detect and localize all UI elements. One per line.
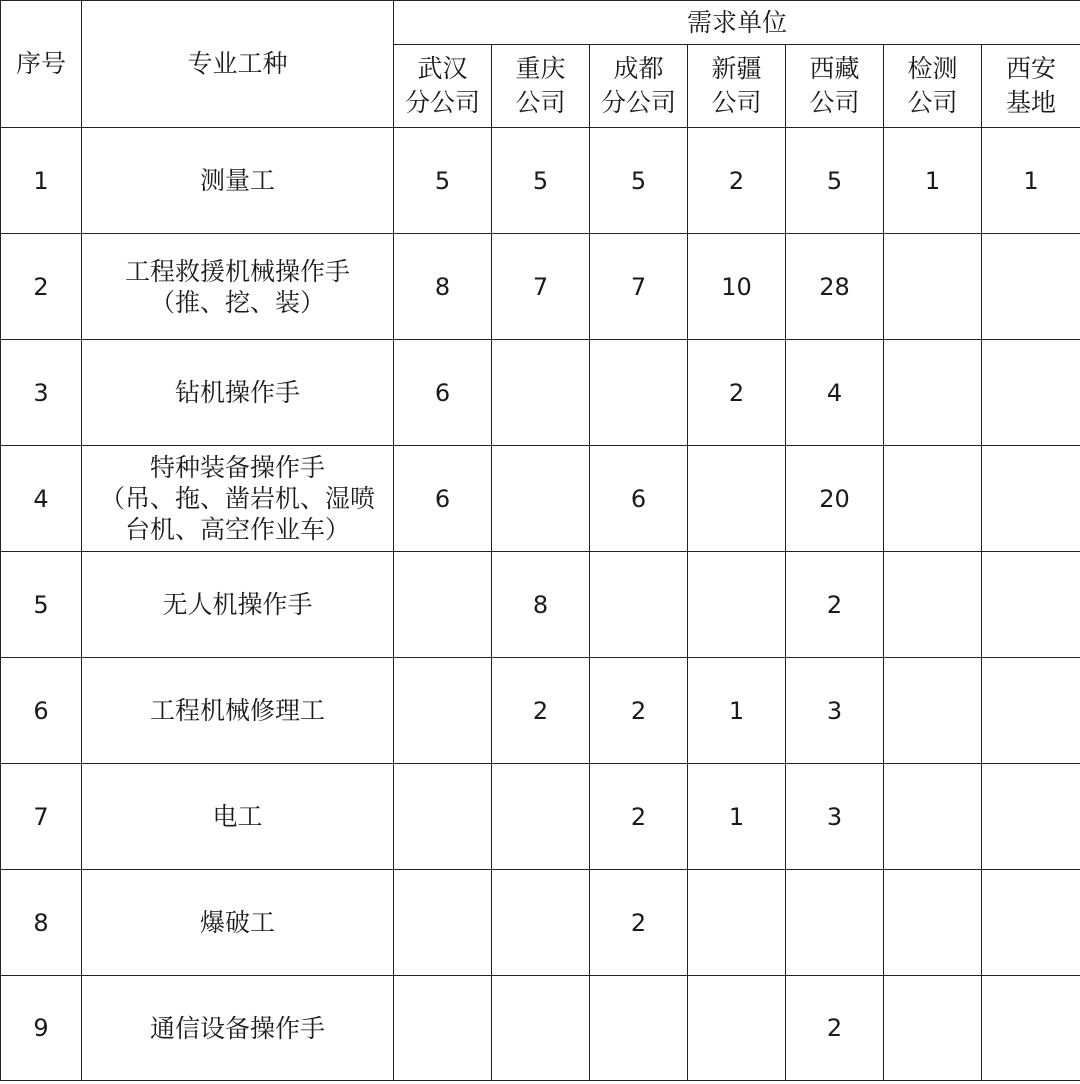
row-value-chongqing: 8: [492, 552, 590, 658]
row-value-xizang: [786, 870, 884, 976]
row-value-chengdu: 2: [590, 870, 688, 976]
row-value-xian: [982, 764, 1080, 870]
table-header: [1, 1, 1080, 128]
row-value-chengdu: 6: [590, 446, 688, 552]
row-value-xinjiang: [688, 976, 786, 1081]
header-unit-xizang: 西藏 公司: [786, 45, 884, 128]
row-value-xinjiang: 1: [688, 658, 786, 764]
row-value-chongqing: [492, 764, 590, 870]
row-value-xinjiang: 10: [688, 234, 786, 340]
row-value-chongqing: [492, 976, 590, 1081]
row-trade-name: 无人机操作手: [82, 552, 394, 658]
header-demand-units: 需求单位: [394, 1, 1080, 45]
row-value-xinjiang: [688, 446, 786, 552]
header-unit-chengdu: 成都 分公司: [590, 45, 688, 128]
row-value-chengdu: [590, 340, 688, 446]
row-value-xian: [982, 446, 1080, 552]
row-value-xizang: 20: [786, 446, 884, 552]
header-unit-xian: 西安 基地: [982, 45, 1080, 128]
row-value-xizang: 3: [786, 658, 884, 764]
row-value-xian: 1: [982, 128, 1080, 234]
header-row-top: [1, 1, 1080, 45]
row-seq: 8: [1, 870, 82, 976]
row-seq: 3: [1, 340, 82, 446]
row-seq: 1: [1, 128, 82, 234]
table-row: [1, 764, 1080, 870]
row-value-wuhan: [394, 552, 492, 658]
row-value-jiance: [884, 658, 982, 764]
row-value-xian: [982, 340, 1080, 446]
row-value-chongqing: [492, 340, 590, 446]
row-value-xian: [982, 870, 1080, 976]
row-seq: 4: [1, 446, 82, 552]
row-trade-name: 测量工: [82, 128, 394, 234]
row-value-jiance: [884, 552, 982, 658]
row-value-xizang: 4: [786, 340, 884, 446]
table-row: [1, 340, 1080, 446]
row-trade-name: 爆破工: [82, 870, 394, 976]
row-value-xizang: 28: [786, 234, 884, 340]
row-value-xizang: 3: [786, 764, 884, 870]
row-value-chengdu: 5: [590, 128, 688, 234]
header-unit-chongqing: 重庆 公司: [492, 45, 590, 128]
row-value-chengdu: 2: [590, 764, 688, 870]
row-value-xinjiang: [688, 870, 786, 976]
row-value-xian: [982, 234, 1080, 340]
row-value-xizang: 2: [786, 976, 884, 1081]
row-value-jiance: [884, 340, 982, 446]
row-seq: 5: [1, 552, 82, 658]
row-value-chongqing: 5: [492, 128, 590, 234]
row-value-chengdu: 7: [590, 234, 688, 340]
row-trade-name: 特种装备操作手 （吊、拖、凿岩机、湿喷 台机、高空作业车）: [82, 446, 394, 552]
row-trade-name: 电工: [82, 764, 394, 870]
table-row: [1, 234, 1080, 340]
table-row: [1, 658, 1080, 764]
row-value-wuhan: 6: [394, 446, 492, 552]
row-value-jiance: [884, 234, 982, 340]
table-row: [1, 976, 1080, 1081]
row-value-jiance: [884, 976, 982, 1081]
row-seq: 7: [1, 764, 82, 870]
table-row: [1, 552, 1080, 658]
header-trade: 专业工种: [82, 1, 394, 128]
row-value-xian: [982, 658, 1080, 764]
row-value-xian: [982, 976, 1080, 1081]
row-value-jiance: [884, 870, 982, 976]
row-value-wuhan: 8: [394, 234, 492, 340]
row-value-chongqing: [492, 870, 590, 976]
row-trade-name: 工程救援机械操作手 （推、挖、装）: [82, 234, 394, 340]
row-value-xinjiang: 2: [688, 128, 786, 234]
row-value-chengdu: [590, 552, 688, 658]
header-seq: 序号: [1, 1, 82, 128]
table-row: [1, 870, 1080, 976]
row-value-chengdu: 2: [590, 658, 688, 764]
table-row: [1, 128, 1080, 234]
header-unit-xinjiang: 新疆 公司: [688, 45, 786, 128]
row-value-chongqing: 7: [492, 234, 590, 340]
row-value-wuhan: [394, 870, 492, 976]
row-seq: 2: [1, 234, 82, 340]
row-trade-name: 工程机械修理工: [82, 658, 394, 764]
row-value-xinjiang: [688, 552, 786, 658]
row-trade-name: 钻机操作手: [82, 340, 394, 446]
row-value-jiance: [884, 446, 982, 552]
row-value-wuhan: [394, 764, 492, 870]
row-value-jiance: 1: [884, 128, 982, 234]
table-row: [1, 446, 1080, 552]
row-value-wuhan: [394, 658, 492, 764]
header-unit-jiance: 检测 公司: [884, 45, 982, 128]
row-value-wuhan: [394, 976, 492, 1081]
row-value-jiance: [884, 764, 982, 870]
row-seq: 9: [1, 976, 82, 1081]
row-value-wuhan: 6: [394, 340, 492, 446]
table-body: [1, 128, 1080, 1081]
row-trade-name: 通信设备操作手: [82, 976, 394, 1081]
row-value-xinjiang: 1: [688, 764, 786, 870]
row-value-chongqing: 2: [492, 658, 590, 764]
row-value-xinjiang: 2: [688, 340, 786, 446]
row-value-xian: [982, 552, 1080, 658]
row-value-wuhan: 5: [394, 128, 492, 234]
row-seq: 6: [1, 658, 82, 764]
header-unit-wuhan: 武汉 分公司: [394, 45, 492, 128]
row-value-xizang: 5: [786, 128, 884, 234]
row-value-chengdu: [590, 976, 688, 1081]
row-value-xizang: 2: [786, 552, 884, 658]
row-value-chongqing: [492, 446, 590, 552]
